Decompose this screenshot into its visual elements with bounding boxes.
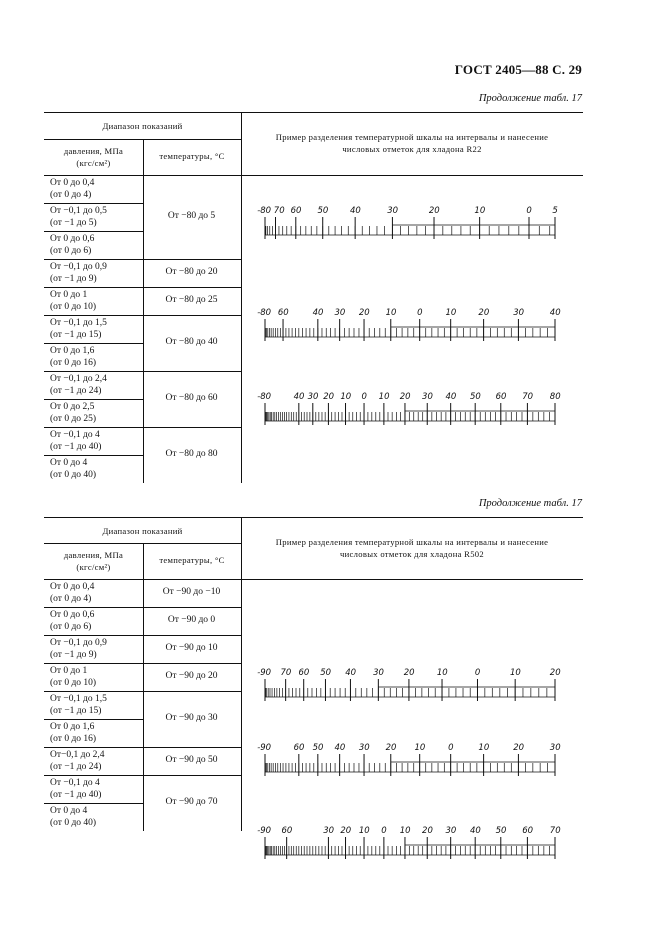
pressure-cell: От 0 до 4 (от 0 до 40) bbox=[50, 458, 97, 480]
pressure-cell: От 0 до 1,6 (от 0 до 16) bbox=[50, 722, 97, 744]
pressure-cell: От 0 до 1 (от 0 до 10) bbox=[50, 290, 97, 312]
scale-label: 60 bbox=[290, 206, 302, 216]
scale-label: 10 bbox=[509, 668, 521, 678]
scale-label: 30 bbox=[387, 206, 399, 216]
pressure-cell: От 0 до 2,5 (от 0 до 25) bbox=[50, 402, 97, 424]
group-rule bbox=[143, 315, 241, 316]
scale-label: 0 bbox=[417, 308, 423, 318]
example-header: Пример разделения температурной шкалы на интервалы и нанесение числовых отметок для хладона R22 bbox=[275, 132, 549, 154]
scale-label: 20 bbox=[403, 668, 415, 678]
temperature-cell: От −90 до 20 bbox=[165, 671, 218, 681]
table-r502 bbox=[44, 517, 583, 836]
scale-label: 50 bbox=[312, 743, 324, 753]
temperature-cell: От −80 до 80 bbox=[165, 449, 218, 459]
temperature-scale bbox=[257, 383, 581, 429]
scale-label: 60 bbox=[277, 308, 289, 318]
group-rule bbox=[143, 691, 241, 692]
scale-label: 70 bbox=[549, 826, 561, 836]
scale-label: 20 bbox=[549, 668, 561, 678]
scale-label: 60 bbox=[522, 826, 534, 836]
temperature-cell: От −90 до 0 bbox=[167, 615, 216, 625]
scale-label: 30 bbox=[334, 308, 346, 318]
row-rule bbox=[44, 259, 143, 260]
pressure-cell: От 0 до 0,4 (от 0 до 4) bbox=[50, 582, 95, 604]
group-rule bbox=[143, 287, 241, 288]
scale-label: 0 bbox=[474, 668, 481, 678]
scale-label: 50 bbox=[495, 826, 507, 836]
scale-label: 20 bbox=[428, 206, 440, 216]
scale-label: -80 bbox=[257, 308, 272, 318]
group-rule bbox=[143, 775, 241, 776]
row-rule bbox=[44, 399, 143, 400]
scale-label: 40 bbox=[345, 668, 357, 678]
temperature-cell: От −80 до 20 bbox=[165, 267, 218, 277]
row-rule bbox=[44, 635, 143, 636]
scale-label: 10 bbox=[414, 743, 426, 753]
pressure-cell: От −0,1 до 1,5 (от −1 до 15) bbox=[50, 694, 107, 716]
row-rule bbox=[44, 287, 143, 288]
pressure-cell: От −0,1 до 1,5 (от −1 до 15) bbox=[50, 318, 107, 340]
temperature-header: температуры, °С bbox=[159, 555, 225, 565]
scale-label: 30 bbox=[307, 392, 319, 402]
temperature-cell: От −90 до 10 bbox=[165, 643, 218, 653]
scale-label: 80 bbox=[549, 392, 561, 402]
scale-label: 5 bbox=[552, 206, 558, 216]
scale-label: 60 bbox=[298, 668, 310, 678]
temperature-scale bbox=[257, 817, 581, 863]
scale-label: 50 bbox=[320, 668, 332, 678]
group-rule bbox=[143, 747, 241, 748]
table-top-rule bbox=[44, 517, 583, 518]
scale-label: 70 bbox=[280, 668, 292, 678]
scale-label: -90 bbox=[257, 668, 272, 678]
scale-label: 10 bbox=[378, 392, 390, 402]
pressure-cell: От 0 до 0,4 (от 0 до 4) bbox=[50, 178, 95, 200]
scale-label: 20 bbox=[385, 743, 397, 753]
temperature-cell: От −80 до 25 bbox=[165, 295, 218, 305]
scale-label: 10 bbox=[399, 826, 411, 836]
scale-label: 20 bbox=[513, 743, 525, 753]
scale-label: 60 bbox=[495, 392, 507, 402]
group-rule bbox=[143, 663, 241, 664]
row-rule bbox=[44, 663, 143, 664]
scale-label: 40 bbox=[445, 392, 457, 402]
temperature-cell: От −90 до 50 bbox=[165, 755, 218, 765]
header-bottom-rule bbox=[44, 579, 583, 580]
pressure-cell: От −0,1 до 2,4 (от −1 до 24) bbox=[50, 374, 107, 396]
temperature-scale bbox=[257, 299, 581, 345]
row-rule bbox=[44, 343, 143, 344]
temperature-scale bbox=[257, 734, 581, 780]
group-rule bbox=[143, 259, 241, 260]
scale-label: 30 bbox=[513, 308, 525, 318]
range-header: Диапазон показаний bbox=[102, 526, 183, 536]
row-rule bbox=[44, 231, 143, 232]
scale-label: 40 bbox=[469, 826, 481, 836]
pressure-cell: От −0,1 до 0,9 (от −1 до 9) bbox=[50, 638, 107, 660]
example-header: Пример разделения температурной шкалы на интервалы и нанесение числовых отметок для хладона R502 bbox=[275, 537, 549, 559]
row-rule bbox=[44, 607, 143, 608]
scale-label: 30 bbox=[549, 743, 561, 753]
pressure-cell: От 0 до 4 (от 0 до 40) bbox=[50, 806, 97, 828]
continued-label: Продолжение табл. 17 bbox=[478, 93, 582, 104]
temperature-cell: От −90 до 30 bbox=[165, 713, 218, 723]
temperature-scale bbox=[257, 659, 581, 705]
group-rule bbox=[143, 607, 241, 608]
scale-label: -80 bbox=[257, 392, 272, 402]
table-r22 bbox=[44, 112, 583, 483]
scale-label: 0 bbox=[361, 392, 367, 402]
row-rule bbox=[44, 747, 143, 748]
temperature-cell: От −80 до 60 bbox=[165, 393, 218, 403]
scale-label: 40 bbox=[293, 392, 305, 402]
scale-label: 50 bbox=[469, 392, 481, 402]
row-rule bbox=[44, 691, 143, 692]
scale-label: 30 bbox=[422, 392, 433, 402]
temperature-cell: От −90 до 70 bbox=[165, 797, 218, 807]
scale-label: 20 bbox=[358, 308, 370, 318]
scale-label: 20 bbox=[323, 392, 335, 402]
scale-label: 0 bbox=[448, 743, 454, 753]
group-rule bbox=[143, 427, 241, 428]
scale-label: -90 bbox=[257, 826, 272, 836]
scale-label: 40 bbox=[549, 308, 561, 318]
scale-label: -90 bbox=[257, 743, 272, 753]
pressure-header: давления, МПа (кгс/см²) bbox=[63, 550, 124, 572]
pressure-cell: От 0 до 1,6 (от 0 до 16) bbox=[50, 346, 97, 368]
pressure-cell: От −0,1 до 0,9 (от −1 до 9) bbox=[50, 262, 107, 284]
temperature-cell: От −80 до 40 bbox=[165, 337, 218, 347]
row-rule bbox=[44, 803, 143, 804]
scale-label: 30 bbox=[358, 743, 370, 753]
scale-label: 10 bbox=[358, 826, 370, 836]
row-rule bbox=[44, 719, 143, 720]
pressure-cell: От 0 до 0,6 (от 0 до 6) bbox=[50, 610, 95, 632]
scale-label: 10 bbox=[478, 743, 490, 753]
range-header: Диапазон показаний bbox=[102, 121, 183, 131]
pressure-cell: От 0 до 0,6 (от 0 до 6) bbox=[50, 234, 95, 256]
pressure-cell: От −0,1 до 4 (от −1 до 40) bbox=[50, 778, 102, 800]
pressure-cell: От −0,1 до 0,5 (от −1 до 5) bbox=[50, 206, 107, 228]
group-rule bbox=[143, 635, 241, 636]
scale-label: 50 bbox=[317, 206, 329, 216]
row-rule bbox=[44, 775, 143, 776]
scale-label: 20 bbox=[399, 392, 411, 402]
pressure-cell: От 0 до 1 (от 0 до 10) bbox=[50, 666, 97, 688]
scale-label: 20 bbox=[422, 826, 433, 836]
table-top-rule bbox=[44, 112, 583, 113]
continued-label: Продолжение табл. 17 bbox=[478, 498, 582, 509]
row-rule bbox=[44, 203, 143, 204]
scale-label: 20 bbox=[478, 308, 490, 318]
column-rule bbox=[241, 112, 242, 483]
scale-label: 70 bbox=[273, 206, 285, 216]
scale-label: 60 bbox=[281, 826, 293, 836]
temperature-cell: От −80 до 5 bbox=[167, 211, 216, 221]
scale-label: 40 bbox=[312, 308, 324, 318]
scale-label: 10 bbox=[474, 206, 486, 216]
scale-label: 30 bbox=[373, 668, 384, 678]
row-rule bbox=[44, 427, 143, 428]
header-bottom-rule bbox=[44, 175, 583, 176]
pressure-header: давления, МПа (кгс/см²) bbox=[63, 146, 124, 168]
pressure-cell: От−0,1 до 2,4 (от −1 до 24) bbox=[50, 750, 105, 772]
scale-label: 70 bbox=[522, 392, 534, 402]
temperature-cell: От −90 до −10 bbox=[162, 587, 221, 597]
scale-label: 20 bbox=[340, 826, 352, 836]
row-rule bbox=[44, 315, 143, 316]
scale-label: 40 bbox=[334, 743, 346, 753]
scale-label: 60 bbox=[293, 743, 305, 753]
temperature-scale bbox=[257, 197, 581, 243]
scale-label: 30 bbox=[323, 826, 335, 836]
page-header: ГОСТ 2405—88 С. 29 bbox=[454, 62, 582, 77]
column-rule bbox=[241, 517, 242, 831]
column-rule bbox=[143, 139, 144, 483]
temperature-header: температуры, °С bbox=[159, 151, 225, 161]
scale-label: 0 bbox=[526, 206, 532, 216]
scale-label: 0 bbox=[381, 826, 387, 836]
scale-label: 10 bbox=[436, 668, 448, 678]
row-rule bbox=[44, 371, 143, 372]
scale-label: -80 bbox=[257, 206, 272, 216]
group-rule bbox=[143, 371, 241, 372]
scale-label: 10 bbox=[340, 392, 352, 402]
scale-label: 10 bbox=[385, 308, 397, 318]
scale-label: 40 bbox=[349, 206, 361, 216]
row-rule bbox=[44, 455, 143, 456]
scale-label: 30 bbox=[445, 826, 457, 836]
pressure-cell: От −0,1 до 4 (от −1 до 40) bbox=[50, 430, 102, 452]
scale-label: 10 bbox=[445, 308, 457, 318]
